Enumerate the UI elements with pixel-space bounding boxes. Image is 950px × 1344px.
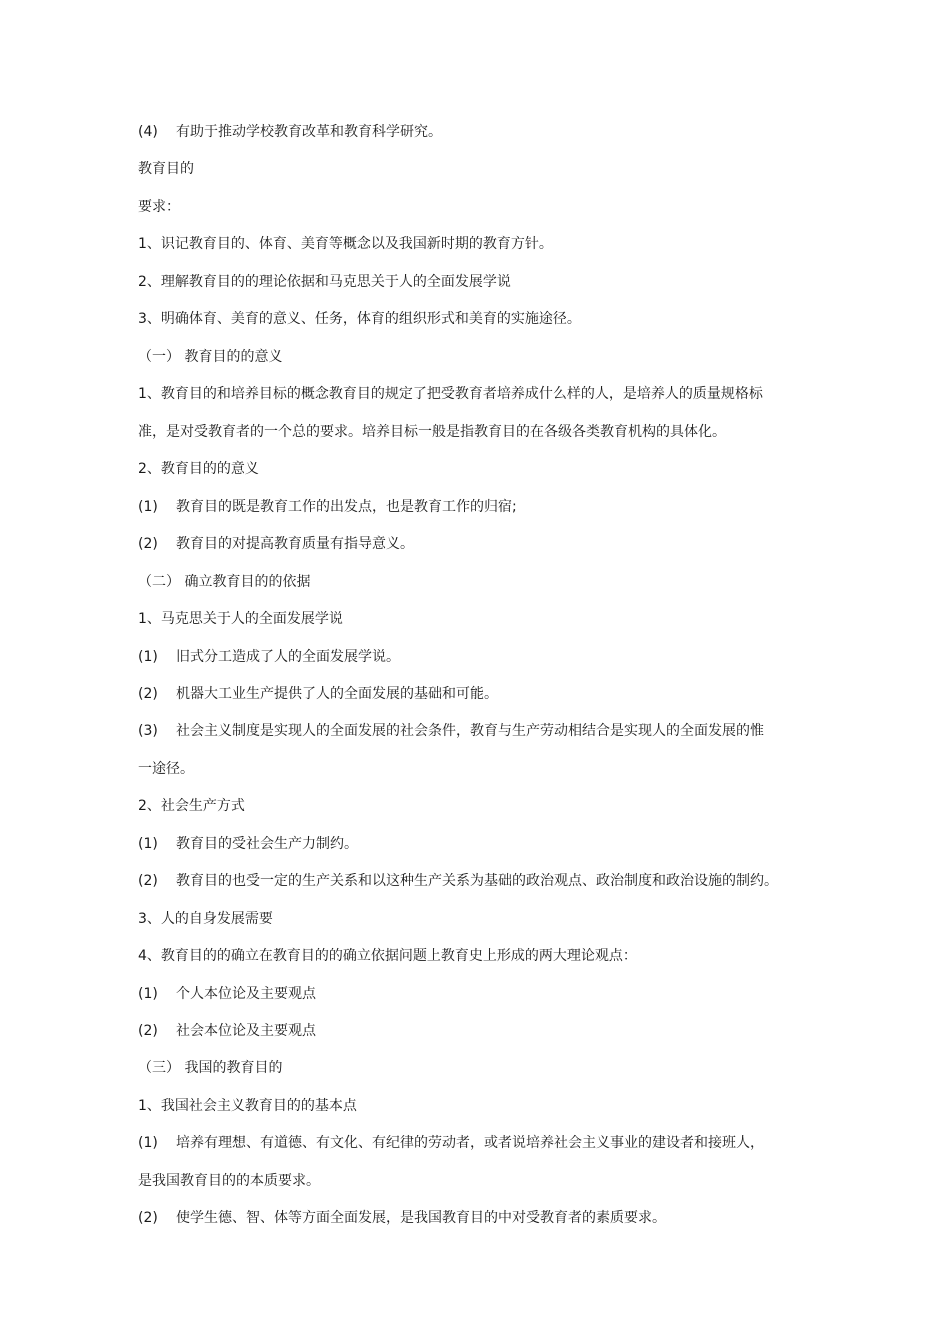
- text-line: [138, 459, 818, 479]
- line-text: 社会主义制度是实现人的全面发展的社会条件，教育与生产劳动相结合是实现人的全面发展的惟: [176, 723, 764, 739]
- text-line: [138, 534, 818, 554]
- line-text: 旧式分工造成了人的全面发展学说。: [176, 649, 400, 665]
- text-line: [138, 684, 818, 704]
- list-number: (2): [138, 536, 158, 552]
- line-text: 有助于推动学校教育改革和教育科学研究。: [176, 124, 442, 140]
- line-text: 机器大工业生产提供了人的全面发展的基础和可能。: [176, 686, 498, 702]
- line-text: 培养有理想、有道德、有文化、有纪律的劳动者，或者说培养社会主义事业的建设者和接班人，: [176, 1135, 764, 1151]
- text-line: [138, 609, 818, 629]
- text-line: [138, 272, 818, 292]
- line-text: 教育目的对提高教育质量有指导意义。: [176, 536, 414, 552]
- text-line: [138, 197, 818, 217]
- text-line: [138, 871, 818, 891]
- text-line: [138, 759, 818, 779]
- text-line: [138, 909, 818, 929]
- line-text: （二） 确立教育目的的依据: [138, 574, 311, 590]
- line-text: 一途径。: [138, 761, 194, 777]
- line-text: 教育目的既是教育工作的出发点，也是教育工作的归宿;: [176, 499, 517, 515]
- line-text: 是我国教育目的的本质要求。: [138, 1173, 320, 1189]
- line-text: 2、社会生产方式: [138, 798, 245, 814]
- text-line: [138, 572, 818, 592]
- line-text: （一） 教育目的的意义: [138, 349, 283, 365]
- list-number: (3): [138, 723, 158, 739]
- text-line: [138, 422, 818, 442]
- list-number: (1): [138, 649, 158, 665]
- text-line: [138, 1133, 818, 1153]
- text-line: [138, 946, 818, 966]
- line-text: 2、理解教育目的的理论依据和马克思关于人的全面发展学说: [138, 274, 511, 290]
- line-text: 社会本位论及主要观点: [176, 1023, 316, 1039]
- list-number: (1): [138, 499, 158, 515]
- text-line: [138, 1171, 818, 1191]
- list-number: (4): [138, 124, 158, 140]
- list-number: (2): [138, 873, 158, 889]
- list-number: (1): [138, 836, 158, 852]
- line-text: 1、马克思关于人的全面发展学说: [138, 611, 343, 627]
- list-number: (2): [138, 1210, 158, 1226]
- line-text: （三） 我国的教育目的: [138, 1060, 283, 1076]
- line-text: 1、我国社会主义教育目的的基本点: [138, 1098, 357, 1114]
- text-line: [138, 309, 818, 329]
- text-line: [138, 1021, 818, 1041]
- text-line: [138, 1096, 818, 1116]
- list-number: (2): [138, 686, 158, 702]
- text-line: [138, 159, 818, 179]
- list-number: (1): [138, 986, 158, 1002]
- line-text: 使学生德、智、体等方面全面发展，是我国教育目的中对受教育者的素质要求。: [176, 1210, 666, 1226]
- list-number: (1): [138, 1135, 158, 1151]
- line-text: 准，是对受教育者的一个总的要求。培养目标一般是指教育目的在各级各类教育机构的具体化。: [138, 424, 726, 440]
- line-text: 3、明确体育、美育的意义、任务，体育的组织形式和美育的实施途径。: [138, 311, 581, 327]
- text-line: [138, 1208, 818, 1228]
- line-text: 教育目的也受一定的生产关系和以这种生产关系为基础的政治观点、政治制度和政治设施的制约。: [176, 873, 778, 889]
- text-line: [138, 384, 818, 404]
- text-line: [138, 984, 818, 1004]
- text-line: [138, 234, 818, 254]
- text-line: [138, 497, 818, 517]
- line-text: 要求：: [138, 199, 180, 215]
- text-line: [138, 647, 818, 667]
- line-text: 3、人的自身发展需要: [138, 911, 273, 927]
- text-line: [138, 122, 818, 142]
- line-text: 个人本位论及主要观点: [176, 986, 316, 1002]
- text-line: [138, 796, 818, 816]
- text-line: [138, 834, 818, 854]
- line-text: 教育目的受社会生产力制约。: [176, 836, 358, 852]
- text-line: [138, 1058, 818, 1078]
- text-line: [138, 347, 818, 367]
- list-number: (2): [138, 1023, 158, 1039]
- line-text: 2、教育目的的意义: [138, 461, 259, 477]
- line-text: 4、教育目的的确立在教育目的的确立依据问题上教育史上形成的两大理论观点：: [138, 948, 637, 964]
- text-line: [138, 721, 818, 741]
- line-text: 教育目的: [138, 161, 194, 177]
- line-text: 1、识记教育目的、体育、美育等概念以及我国新时期的教育方针。: [138, 236, 553, 252]
- line-text: 1、教育目的和培养目标的概念教育目的规定了把受教育者培养成什么样的人，是培养人的质量规格标: [138, 386, 763, 402]
